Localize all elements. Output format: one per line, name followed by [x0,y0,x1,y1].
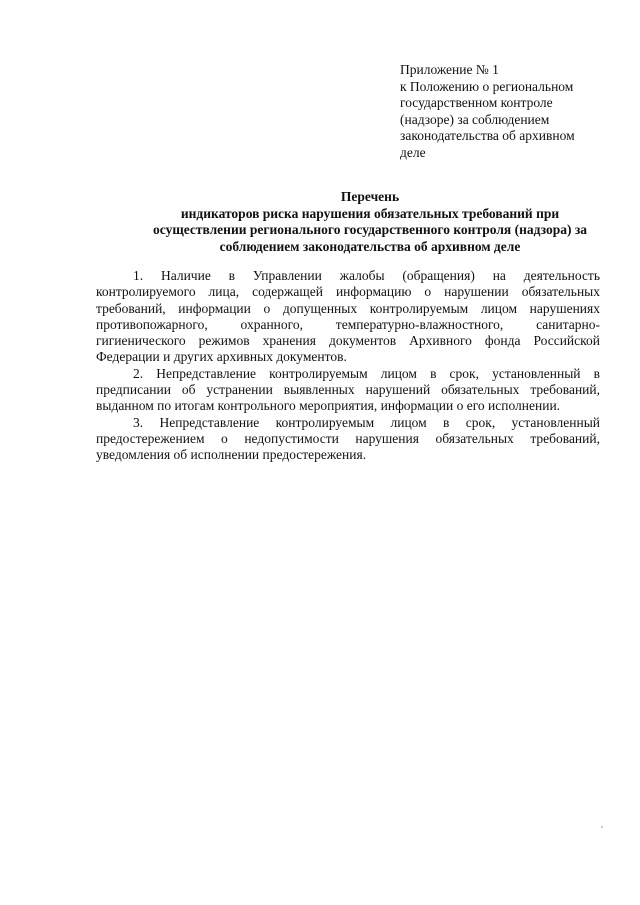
appendix-line: Приложение № 1 [400,62,499,77]
indicator-item: 1. Наличие в Управлении жалобы (обращения) на деятельность контролируемого лица, содержащей информацию о нарушении обязательных требований, информации о допущенных контролируемым лицом нарушениях противопожарного, охранного, температурно-влажностного, санитарно-гигиенического режимов хранения документов Архивного фонда Российской Федерации и других архивных документов. [96,268,600,365]
appendix-line: государственном контроле [400,95,553,110]
title-line: индикаторов риска нарушения обязательных требований при [180,205,560,221]
title-line: осуществлении регионального государственного контроля (надзора) за [153,222,587,237]
appendix-line: к Положению о региональном [400,78,574,94]
indicator-item: 3. Непредставление контролируемым лицом в срок, установленный предостережением о недопустимости нарушения обязательных требований, уведомления об исполнении предостережения. [96,414,600,463]
title-heading: Перечень [340,189,400,204]
document-title [120,189,620,255]
indicators-list [96,268,600,464]
appendix-line: (надзоре) за соблюдением [400,111,550,127]
scan-artifact [601,826,603,828]
title-line: соблюдением законодательства об архивном деле [219,238,521,254]
appendix-reference [400,62,600,161]
indicator-item: 2. Непредставление контролируемым лицом в срок, установленный в предписании об устранении выявленных нарушений обязательных требований, выданном по итогам контрольного мероприятия, информации о его исполнении. [96,365,600,414]
appendix-line: деле [400,144,426,160]
appendix-line: законодательства об архивном [400,128,575,143]
